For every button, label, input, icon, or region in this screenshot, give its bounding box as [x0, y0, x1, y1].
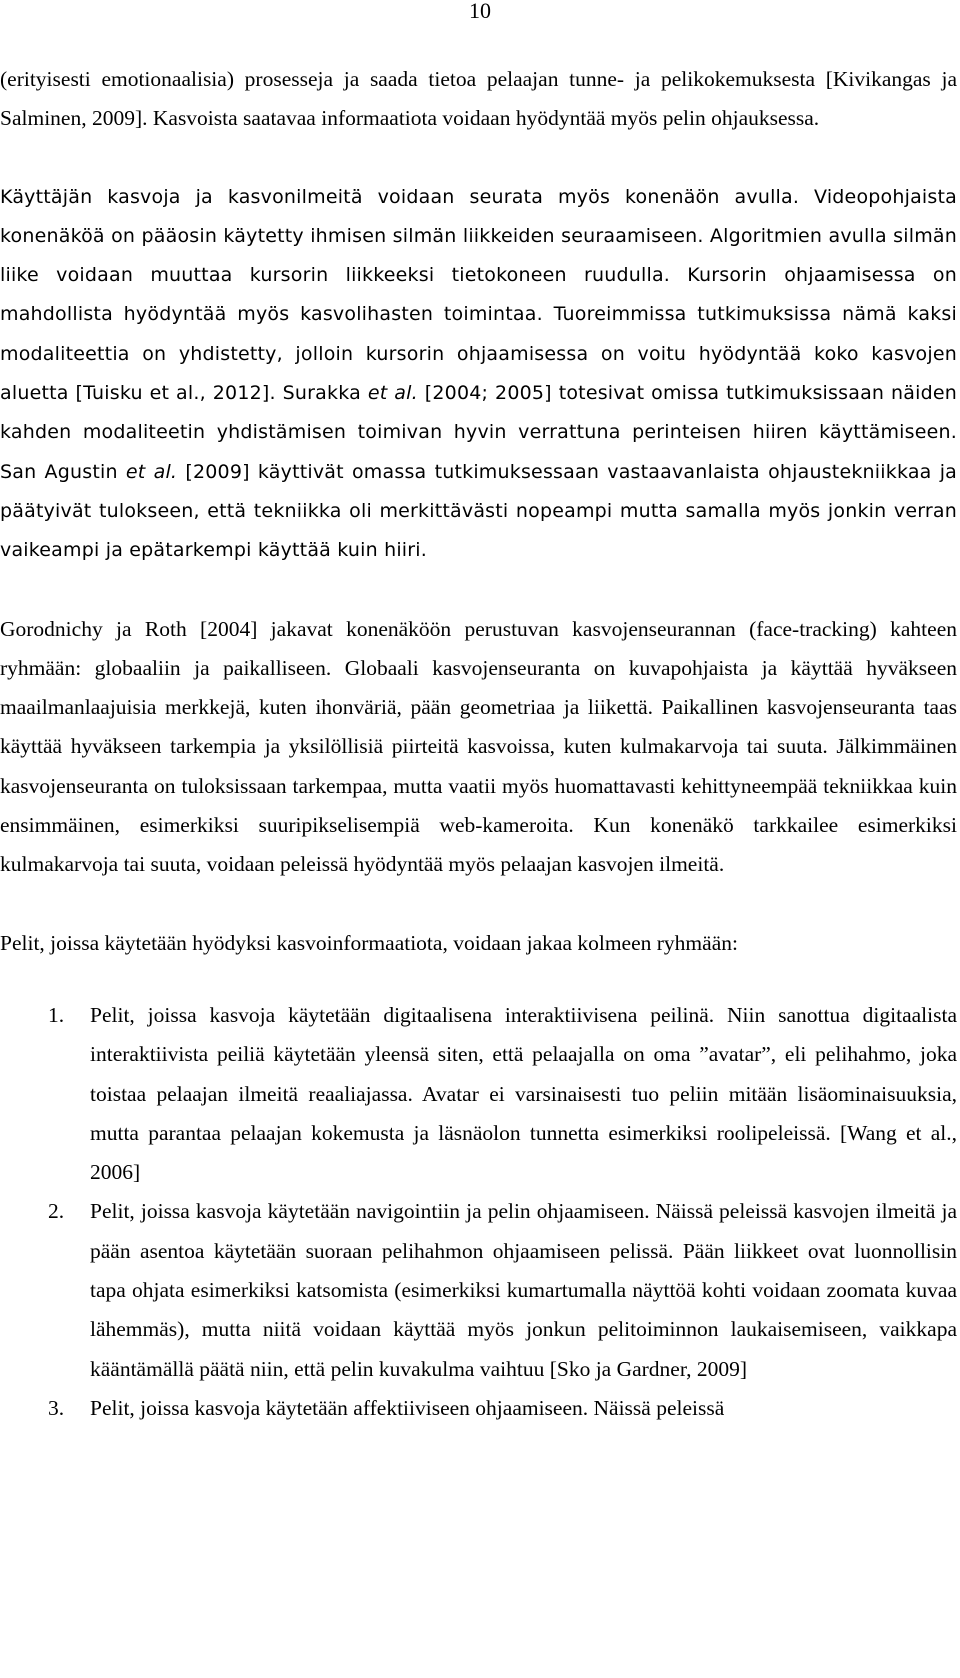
list-item — [0, 1192, 957, 1388]
et-al-italic-2: et al. — [125, 460, 178, 483]
paragraph-machine-vision-part-b: [2004; 2005] totesivat omissa tutkimuksissaan näiden kahden modaliteetin yhdistämisen toimivan hyvin verrattuna perinteisen hiiren käyttämiseen. San Agustin — [0, 382, 958, 483]
list-item-text: Pelit, joissa kasvoja käytetään digitaalisena interaktiivisena peilinä. Niin sanottua digitaalista interaktiivista peiliä käytetään yleensä siten, että pelaajalla on oma ”avatar”, eli pelihahmo, joka toistaa pelaajan ilmeitä reaaliajassa. Avatar ei varsinaisesti tuo peliin mitään lisäominaisuuksia, mutta parantaa pelaajan kokemusta ja läsnäolon tunnetta esimerkiksi roolipeleissä. [Wang et al., 2006] — [90, 1002, 957, 1185]
paragraph-game-groups: Pelit, joissa käytetään hyödyksi kasvoinformaatiota, voidaan jakaa kolmeen ryhmään: — [0, 930, 738, 955]
paragraph-machine-vision-part-c: [2009] käyttivät omassa tutkimuksessaan vastaavanlaista ohjaustekniikkaa ja päätyivät tulokseen, että tekniikka oli merkittävästi nopeampi mutta samalla myös jonkin verran vaikeampi ja epätarkempi käyttää kuin hiiri. — [0, 460, 958, 562]
paragraph-intro: (erityisesti emotionaalisia) prosesseja ja saada tietoa pelaajan tunne- ja pelikokemuksesta [Kivikangas ja Salminen, 2009]. Kasvoista saatavaa informaatiota voidaan hyödyntää myös pelin ohjauksessa. — [0, 67, 957, 131]
list-item — [0, 1389, 957, 1428]
list-item-number: 2. — [48, 1199, 65, 1224]
paragraph-face-tracking: Gorodnichy ja Roth [2004] jakavat konenäköön perustuvan kasvojenseurannan (face-tracking) kahteen ryhmään: globaaliin ja paikalliseen. Globaali kasvojenseuranta on kuvapohjaista ja käyttää hyväkseen maailmanlaajuisia merkkejä, kuten ihonväriä, pään geometriaa ja liikettä. Paikallinen kasvojenseuranta taas käyttää hyväkseen tarkempia ja yksilöllisiä piirteitä kasvoissa, kuten kulmakarvoja tai suuta. Jälkimmäinen kasvojenseuranta on tuloksissaan tarkempaa, mutta vaatii myös huomattavasti kehittyneempää tekniikkaa kuin ensimmäinen, esimerkiksi suuripikselisempiä web-kameroita. Kun konenäkö tarkkailee esimerkiksi kulmakarvoja tai suuta, voidaan peleissä hyödyntää myös pelaajan kasvojen ilmeitä. — [0, 616, 957, 877]
list-item — [0, 996, 957, 1192]
paragraph-machine-vision — [0, 178, 957, 571]
page-number: 10 — [469, 0, 491, 23]
paragraph-machine-vision-part-a: Käyttäjän kasvoja ja kasvonilmeitä voidaan seurata myös konenäön avulla. Videopohjaista konenäköä on pääosin käytetty ihmisen silmän liikkeiden seuraamiseen. Algoritmien avulla silmän liike voidaan muuttaa kursorin liikkeeksi tietokoneen ruudulla. Kursorin ohjaamisessa on mahdollista hyödyntää myös kasvolihasten toimintaa. Tuoreimmissa tutkimuksissa nämä kaksi modaliteettia on yhdistetty, jolloin kursorin ohjaamisessa on voitu hyödyntää koko kasvojen aluetta [Tuisku et al., 2012]. Surakka — [0, 185, 957, 405]
list-item-number: 1. — [48, 1002, 65, 1027]
list-item-text: Pelit, joissa kasvoja käytetään affektiiviseen ohjaamiseen. Näissä peleissä — [90, 1395, 725, 1420]
list-item-text: Pelit, joissa kasvoja käytetään navigointiin ja pelin ohjaamiseen. Näissä peleissä kasvojen ilmeitä ja pään asentoa käytetään suoraan pelihahmon ohjaamiseen pelissä. Pään liikkeet ovat luonnollisin tapa ohjata esimerkiksi katsomista (esimerkiksi kumartumalla näyttöä kohti voidaan zoomata kuvaa lähemmäs), mutta niitä voidaan käyttää myös jonkun pelitoiminnon laukaisemiseen, vaikkapa kääntämällä päätä niin, että pelin kuvakulma vaihtuu [Sko ja Gardner, 2009] — [90, 1199, 957, 1381]
document-body — [0, 60, 957, 1428]
list-item-number: 3. — [48, 1395, 65, 1420]
et-al-italic-1: et al. — [367, 382, 418, 405]
game-groups-list — [0, 996, 957, 1428]
